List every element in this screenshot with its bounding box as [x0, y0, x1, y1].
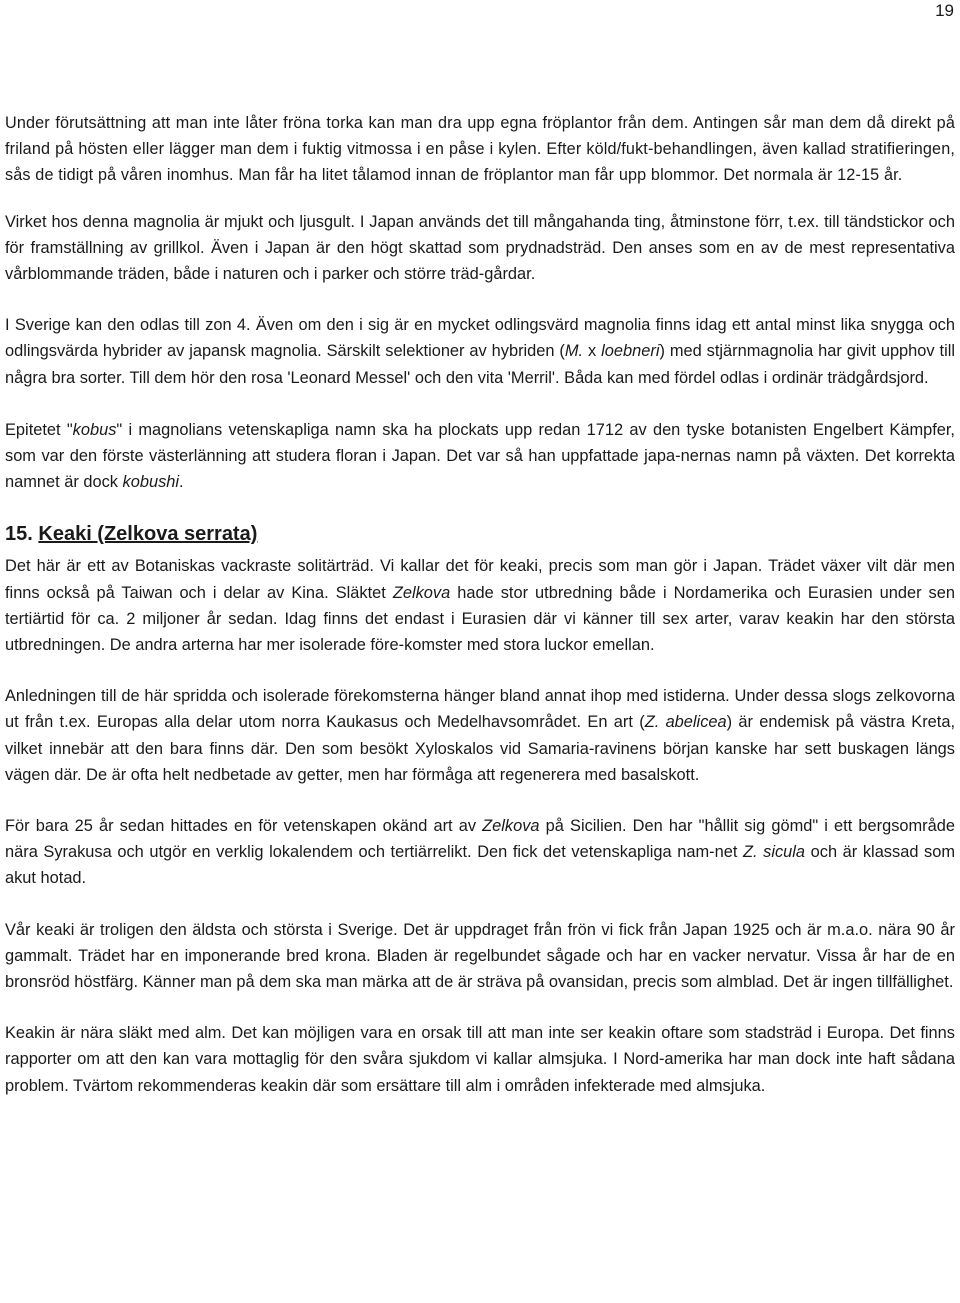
paragraph-our-keaki: Vår keaki är troligen den äldsta och största i Sverige. Det är uppdraget från frön vi fick från Japan 1925 och är m.a.o. nära 90 år gammalt. Trädet har en imponerande bred krona. Bladen är regelbundet sågade och har en vacker nervatur. Vissa år har de en bronsröd höstfärg. Känner man på dem ska man märka att de är sträva på ovansidan, precis som almblad. Det är ingen tillfällighet.	[5, 920, 955, 992]
document-body	[5, 110, 955, 1099]
paragraph-sicily	[5, 813, 955, 892]
text-run: Det här är ett av Botaniskas vackraste solitärträd. Vi kallar det för keaki, precis som man gör i Japan. Trädet växer vilt där men finns också på Taiwan och i delar av Kina. Släktet	[5, 557, 955, 602]
section-heading	[5, 521, 955, 547]
italic-epithet: loebneri	[601, 342, 660, 361]
text-run: och är klassad som akut hotad.	[5, 843, 955, 888]
italic-zelkova: Zelkova	[482, 817, 540, 836]
text-run: " i magnolians vetenskapliga namn ska ha plockats upp redan 1712 av den tyske botanisten Engelbert Kämpfer, som var den förste västerlänning att studera floran i Japan. Det var så han uppfattade japa-nernas namn på växten. Det korrekta namnet är dock	[5, 420, 955, 492]
paragraph-elm-relation: Keakin är nära släkt med alm. Det kan möjligen vara en orsak till att man inte ser keakin oftare som stadsträd i Europa. Det finns rapporter om att den kan vara mottaglig för den svåra sjukdom vi kallar almsjuka. I Nord-amerika har man dock inte haft sådana problem. Tvärtom rekommenderas keakin där som ersättare till alm i områden infekterade med almsjuka.	[5, 1024, 955, 1095]
paragraph-keaki-intro	[5, 553, 955, 658]
italic-zelkova: Zelkova	[392, 583, 451, 602]
text-run: I Sverige kan den odlas till zon 4. Även om den i sig är en mycket odlingsvärd magnolia finns idag ett antal minst lika snygga och odlingsvärda hybrider av japansk magnolia. Särskilt selektioner av hybriden (	[5, 316, 955, 361]
text-run: Anledningen till de här spridda och isolerade förekomsterna hänger bland annat ihop med istiderna. Under dessa slogs zelkovorna ut från t.ex. Europas alla delar utom norra Kaukasus och Medelhavsområdet. En art (	[5, 687, 955, 732]
italic-genus: M.	[564, 342, 584, 361]
heading-number: 15.	[5, 523, 33, 546]
text-run: .	[179, 473, 184, 492]
italic-z-abelicea: Z. abelicea	[644, 713, 727, 732]
text-run: ) är endemisk på västra Kreta, vilket innebär att den bara finns där. Den som besökt Xyloskalos vid Samaria-ravinens början kanske har sett buskagen längs vägen där. De är ofta helt nedbetade av getter, men har förmåga att regenerera med basalskott.	[5, 713, 955, 784]
text-run: Epitetet "	[5, 420, 73, 439]
text-run: För bara 25 år sedan hittades en för vetenskapen okänd art av	[5, 817, 483, 836]
paragraph-epithet	[5, 417, 955, 496]
italic-kobus: kobus	[72, 420, 117, 439]
text-run: hade stor utbredning både i Nordamerika och Eurasien under sen tertiärtid för ca. 2 miljoner år sedan. Idag finns det endast i Eurasien där vi känner till sex arter, varav keakin har den största utbredningen. De andra arterna har mer isolerade före-komster med stora luckor emellan.	[5, 583, 955, 655]
italic-z-sicula: Z. sicula	[742, 843, 806, 862]
paragraph-ice-ages	[5, 683, 955, 788]
text-run: x	[583, 342, 602, 361]
text-run: ) med stjärnmagnolia har givit upphov till några bra sorter. Till dem hör den rosa 'Leonard Messel' och den vita 'Merril'. Båda kan med fördel odlas i ordinär trädgårdsjord.	[5, 342, 955, 387]
italic-kobushi: kobushi	[122, 473, 180, 492]
text-run: på Sicilien. Den har "hållit sig gömd" i ett bergsområde nära Syrakusa och utgör en verklig lokalendem och tertiärrelikt. Den fick det vetenskapliga nam-net	[5, 817, 955, 862]
heading-title: Keaki (Zelkova serrata)	[38, 523, 258, 546]
paragraph-seed-propagation: Under förutsättning att man inte låter fröna torka kan man dra upp egna fröplantor från dem. Antingen sår man dem då direkt på friland på hösten eller lägger man dem i fuktig vitmossa i en påse i kylen. Efter köld/fukt-behandlingen, även kallad stratifieringen, sås de tidigt på våren inomhus. Man får ha litet tålamod innan de fröplantor man får upp blommor. Det normala är 12-15 år.	[5, 114, 955, 185]
paragraph-hybrids	[5, 312, 955, 391]
paragraph-wood-usage: Virket hos denna magnolia är mjukt och ljusgult. I Japan används det till mångahanda ting, åtminstone förr, t.ex. till tändstickor och för framställning av grillkol. Även i Japan är den högt skattad som prydnadsträd. Den anses som en av de mest representativa vårblommande träden, både i naturen och i parker och större träd-gårdar.	[5, 212, 955, 284]
page-number: 19	[935, 1, 954, 20]
